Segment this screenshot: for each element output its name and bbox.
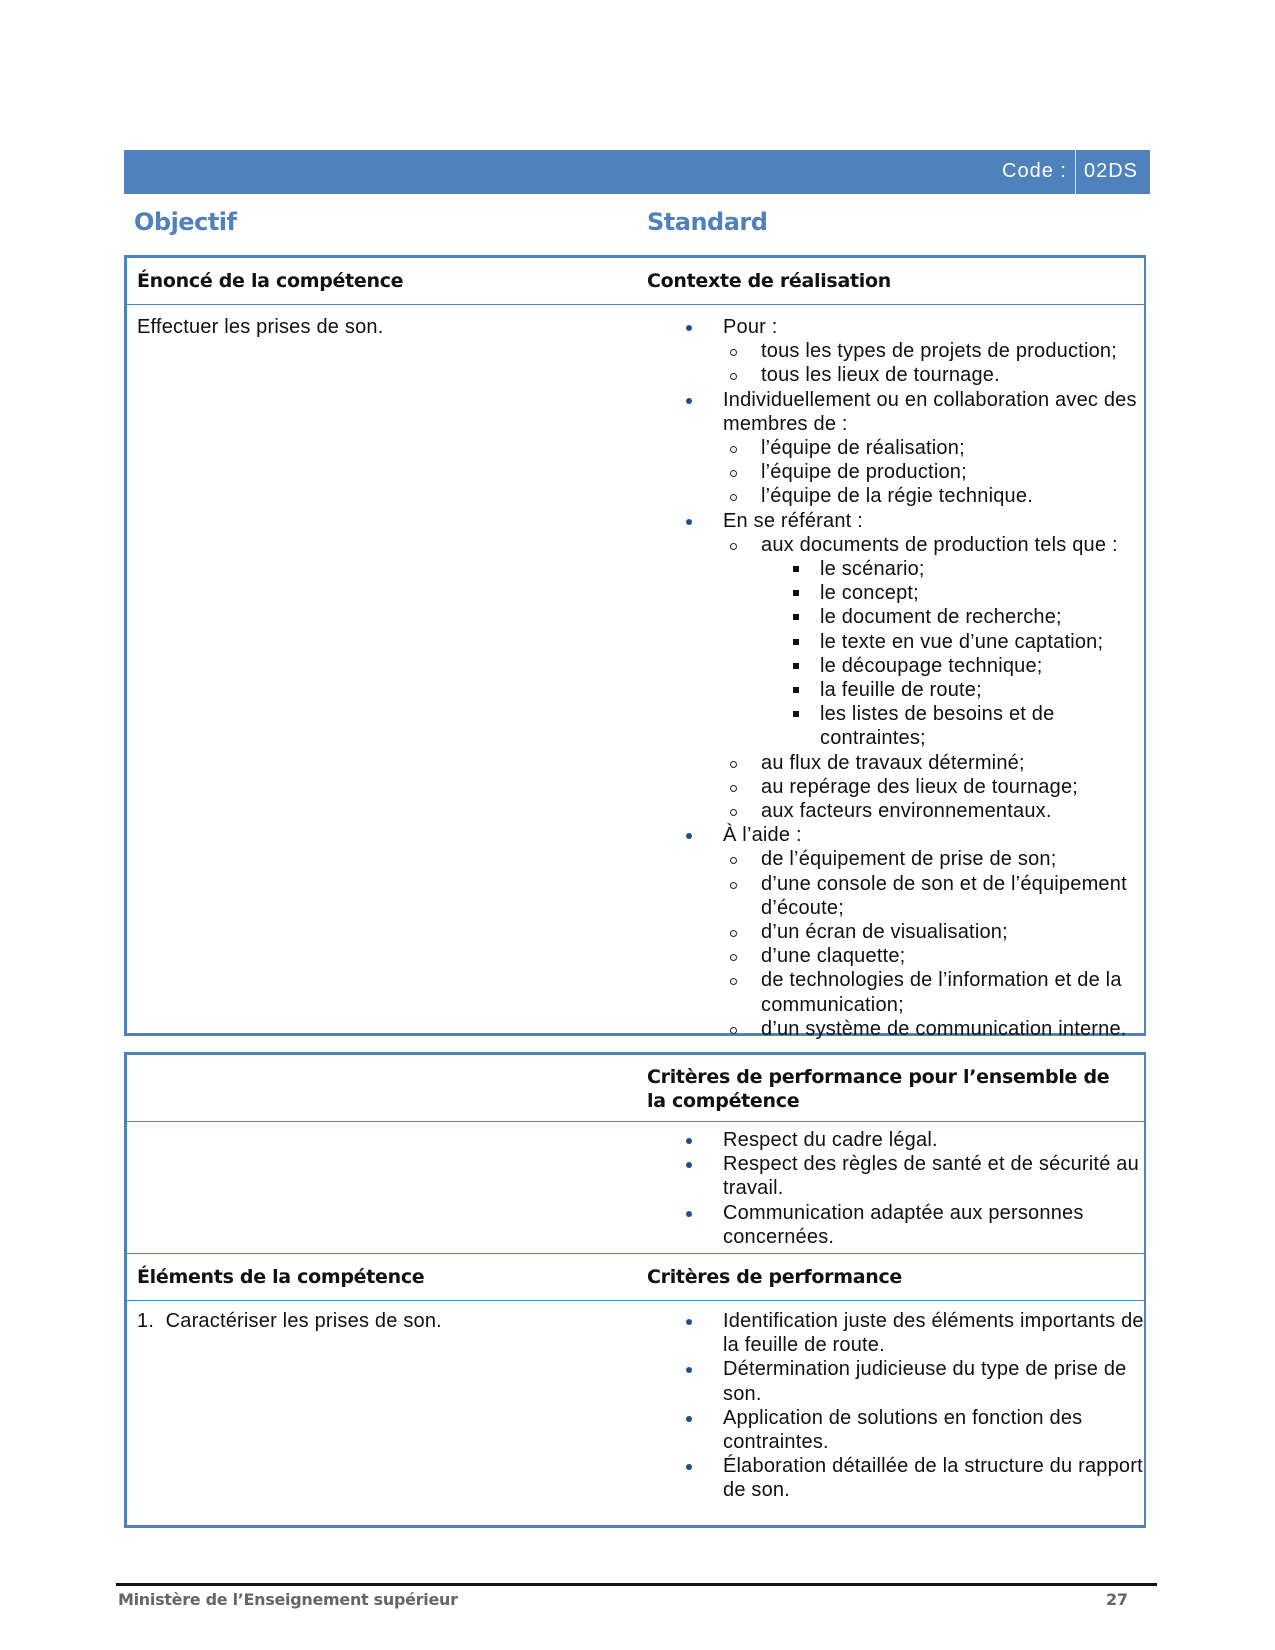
document-item (820, 678, 1144, 702)
list-item-text: À l’aide : (723, 824, 802, 847)
sub-list-item (761, 968, 1144, 1016)
sub-list-item (761, 847, 1144, 871)
sub-list-item (761, 920, 1144, 944)
contexte-list (638, 315, 1144, 1041)
list-item (723, 1152, 1144, 1200)
list-item-text: Détermination judicieuse du type de prise de son. (723, 1358, 1127, 1405)
sub-list-item (761, 460, 1144, 484)
list-item-text: le texte en vue d’une captation; (820, 630, 1104, 653)
document-item (820, 654, 1144, 678)
list-item-text: la feuille de route; (820, 679, 982, 702)
sub-list-item (761, 799, 1144, 823)
list-item-text: d’un écran de visualisation; (761, 921, 1008, 944)
table-row (127, 1122, 1144, 1254)
list-item-text: tous les lieux de tournage. (761, 364, 1000, 387)
list-item-text: En se référant : (723, 509, 863, 532)
list-item-text: les listes de besoins et de contraintes; (820, 703, 1055, 750)
global-criteria-header: Critères de performance pour l’ensemble de la compétence (647, 1066, 1110, 1112)
list-item-text: le découpage technique; (820, 654, 1043, 677)
list-item (723, 823, 1144, 1041)
sub-list-item (761, 944, 1144, 968)
code-banner (124, 150, 1150, 194)
table-row (127, 1301, 1144, 1503)
sub-list-item (761, 1017, 1144, 1041)
table-header-row (127, 258, 1144, 305)
performance-table (124, 1052, 1146, 1528)
sub-list-item (761, 436, 1144, 460)
list-item-text: Respect du cadre légal. (723, 1129, 938, 1151)
criteria-header: Critères de performance (647, 1266, 903, 1289)
list-item (723, 315, 1144, 388)
list-item-text: Pour : (723, 316, 778, 338)
competency-code (1002, 160, 1138, 194)
sub-list-item (761, 775, 1144, 799)
element-item (127, 1309, 638, 1503)
element-text: Caractériser les prises de son. (165, 1310, 442, 1333)
contexte-header: Contexte de réalisation (647, 270, 891, 292)
sub-list-item (761, 484, 1144, 508)
code-label: Code : (1002, 160, 1067, 182)
list-item-text: aux facteurs environnementaux. (761, 800, 1052, 823)
list-item-text: le concept; (820, 582, 919, 605)
sub-list (723, 847, 1144, 1041)
list-item-text: d’une console de son et de l’équipement d’écoute; (761, 872, 1127, 919)
element-number: 1. (137, 1310, 155, 1333)
list-item-text: au flux de travaux déterminé; (761, 751, 1025, 774)
sub-list (723, 533, 1144, 823)
list-item-text: tous les types de projets de production; (761, 340, 1117, 363)
standard-heading: Standard (647, 208, 768, 236)
elements-header: Éléments de la compétence (137, 1266, 425, 1289)
footer-divider (116, 1583, 1157, 1586)
sub-list-item (761, 872, 1144, 920)
competency-table (124, 255, 1146, 1040)
enonce-text: Effectuer les prises de son. (137, 316, 384, 338)
list-item (723, 388, 1144, 509)
sub-list (723, 436, 1144, 509)
global-criteria-list (647, 1128, 1144, 1249)
list-item (723, 1128, 1144, 1152)
list-item-text: Application de solutions en fonction des contraintes. (723, 1406, 1083, 1454)
list-item (723, 1454, 1144, 1502)
sub-list-item (761, 751, 1144, 775)
list-item-text: l’équipe de la régie technique. (761, 485, 1033, 508)
contexte-bullets (647, 315, 1144, 1041)
list-item (723, 1201, 1144, 1249)
sub-list (723, 339, 1144, 387)
list-item-text: Individuellement ou en collaboration avec des membres de : (723, 388, 1137, 435)
list-item-text: aux documents de production tels que : (761, 533, 1118, 556)
table-row (127, 305, 1144, 1041)
objectif-heading: Objectif (134, 208, 237, 236)
code-value: 02DS (1083, 160, 1138, 182)
list-item-text: le document de recherche; (820, 606, 1062, 629)
footer-ministry: Ministère de l’Enseignement supérieur (118, 1590, 458, 1609)
list-item-text: l’équipe de réalisation; (761, 437, 965, 460)
list-item-text: Élaboration détaillée de la structure du rapport de son. (723, 1455, 1143, 1502)
document-item (820, 581, 1144, 605)
document-item (820, 605, 1144, 629)
list-item-text: d’une claquette; (761, 945, 906, 968)
document-item (820, 702, 1144, 750)
enonce-header: Énoncé de la compétence (137, 270, 404, 292)
list-item-text: Identification juste des éléments importants de la feuille de route. (723, 1310, 1144, 1357)
document-item (820, 557, 1144, 581)
list-item-text: d’un système de communication interne. (761, 1017, 1127, 1040)
page-number: 27 (1106, 1590, 1128, 1609)
sub-list-item (761, 339, 1144, 363)
table-header-row (127, 1254, 1144, 1301)
list-item-text: l’équipe de production; (761, 461, 967, 484)
list-item (723, 1309, 1144, 1357)
list-item-text: de technologies de l’information et de la communication; (761, 969, 1122, 1016)
list-item (723, 509, 1144, 824)
list-item-text: le scénario; (820, 558, 925, 581)
list-item-text: de l’équipement de prise de son; (761, 848, 1057, 871)
list-item-text: Respect des règles de santé et de sécurité au travail. (723, 1153, 1139, 1200)
sub-list-item (761, 533, 1144, 751)
list-item (723, 1357, 1144, 1405)
sub-list-item (761, 363, 1144, 387)
list-item-text: au repérage des lieux de tournage; (761, 775, 1079, 798)
list-item (723, 1406, 1144, 1454)
list-item-text: Communication adaptée aux personnes concernées. (723, 1201, 1084, 1248)
document-list (761, 557, 1144, 751)
criteria-list (647, 1309, 1144, 1503)
table-header-row (127, 1055, 1144, 1122)
document-item (820, 630, 1144, 654)
